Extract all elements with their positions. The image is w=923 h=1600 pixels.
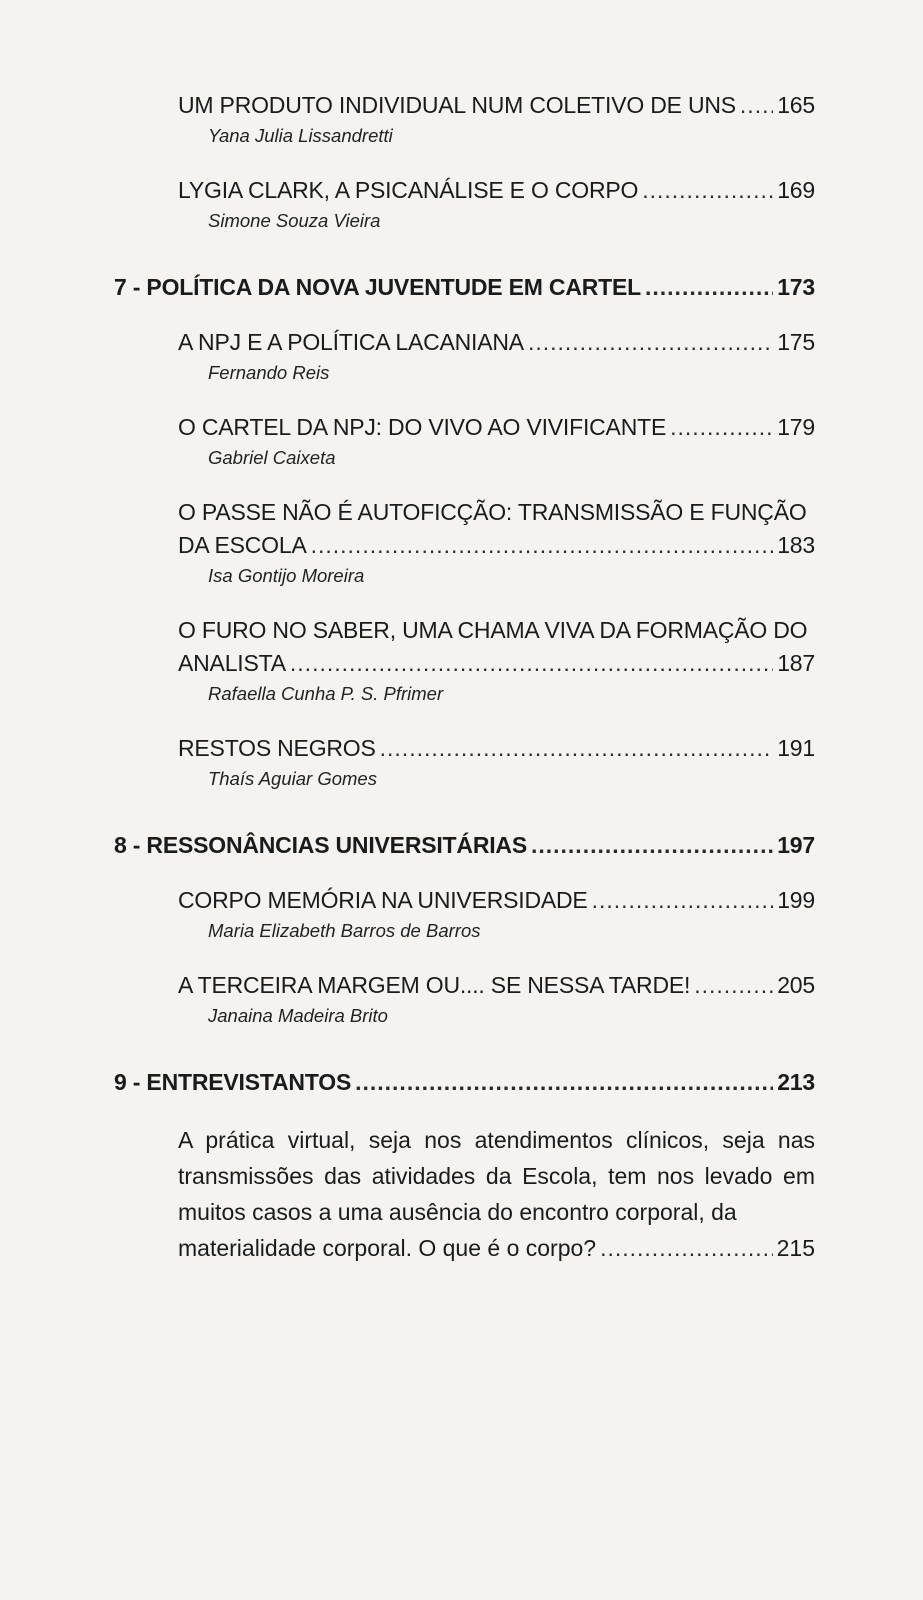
toc-entry-title: LYGIA CLARK, A PSICANÁLISE E O CORPO <box>178 177 639 203</box>
toc-entry-author: Simone Souza Vieira <box>208 210 381 231</box>
toc-entry-row <box>178 177 815 204</box>
toc-entry[interactable] <box>178 414 815 469</box>
toc-entry-author: Yana Julia Lissandretti <box>208 125 393 146</box>
toc-entry-row <box>178 532 815 559</box>
toc-page-number: 205 <box>777 972 815 998</box>
toc-page-number: 197 <box>777 832 815 858</box>
toc-entry-row <box>178 414 815 441</box>
dot-leader <box>531 832 773 859</box>
toc-page-number: 213 <box>777 1069 815 1095</box>
toc-entry-row <box>178 735 815 762</box>
toc-entry-row <box>178 92 815 119</box>
dot-leader <box>311 532 774 559</box>
toc-entry[interactable] <box>178 92 815 147</box>
toc-page-number: 183 <box>777 532 815 558</box>
toc-page-number: 191 <box>777 735 815 761</box>
toc-entry-author: Fernando Reis <box>208 362 330 383</box>
dot-leader <box>592 887 774 914</box>
dot-leader <box>694 972 773 999</box>
dot-leader <box>380 735 774 762</box>
toc-page-number: 179 <box>777 414 815 440</box>
toc-section-row <box>114 1069 815 1096</box>
dot-leader <box>290 650 773 677</box>
dot-leader <box>600 1230 773 1266</box>
dot-leader <box>670 414 773 441</box>
toc-entry-title: RESTOS NEGROS <box>178 735 376 761</box>
toc-entry-title: UM PRODUTO INDIVIDUAL NUM COLETIVO DE UNS <box>178 92 736 118</box>
toc-section-title: 7 - POLÍTICA DA NOVA JUVENTUDE EM CARTEL <box>114 274 641 300</box>
toc-entry-author: Isa Gontijo Moreira <box>208 565 365 586</box>
toc-paragraph-entry[interactable] <box>178 1122 815 1266</box>
toc-entry-title: O CARTEL DA NPJ: DO VIVO AO VIVIFICANTE <box>178 414 667 440</box>
toc-entry-title-line1: O PASSE NÃO É AUTOFICÇÃO: TRANSMISSÃO E FUNÇÃO <box>178 499 807 525</box>
toc-section[interactable] <box>114 832 815 859</box>
toc-page-number: 165 <box>777 92 815 118</box>
toc-entry-author: Janaina Madeira Brito <box>208 1005 388 1026</box>
toc-page-number: 169 <box>777 177 815 203</box>
toc-section-title: 8 - RESSONÂNCIAS UNIVERSITÁRIAS <box>114 832 527 858</box>
toc-entry[interactable] <box>178 177 815 232</box>
dot-leader <box>740 92 773 119</box>
toc-page-number: 173 <box>777 274 815 300</box>
toc-entry-author: Rafaella Cunha P. S. Pfrimer <box>208 683 444 704</box>
toc-page-number: 187 <box>777 650 815 676</box>
dot-leader <box>355 1069 773 1096</box>
toc-section-title: 9 - ENTREVISTANTOS <box>114 1069 352 1095</box>
toc-entry-author: Thaís Aguiar Gomes <box>208 768 377 789</box>
toc-page-number: 175 <box>777 329 815 355</box>
toc-entry[interactable] <box>178 972 815 1027</box>
toc-entry-title-line2: DA ESCOLA <box>178 532 307 558</box>
dot-leader <box>645 274 773 301</box>
toc-entry[interactable] <box>178 887 815 942</box>
toc-entry-title-line1: O FURO NO SABER, UMA CHAMA VIVA DA FORMAÇÃO DO <box>178 617 808 643</box>
toc-entry-row <box>178 329 815 356</box>
toc-entry-author: Maria Elizabeth Barros de Barros <box>208 920 481 941</box>
toc-section[interactable] <box>114 1069 815 1096</box>
toc-entry[interactable] <box>178 617 815 705</box>
toc-section-row <box>114 274 815 301</box>
toc-page-number: 199 <box>777 887 815 913</box>
toc-paragraph-last-text: materialidade corporal. O que é o corpo? <box>178 1235 597 1261</box>
toc-entry[interactable] <box>178 499 815 587</box>
toc-entry-title: A TERCEIRA MARGEM OU.... SE NESSA TARDE! <box>178 972 691 998</box>
toc-entry-row <box>178 650 815 677</box>
dot-leader <box>528 329 773 356</box>
toc-paragraph-last-line <box>178 1230 815 1266</box>
toc-entry-author: Gabriel Caixeta <box>208 447 336 468</box>
toc-section[interactable] <box>114 274 815 301</box>
dot-leader <box>642 177 773 204</box>
toc-entry-row <box>178 887 815 914</box>
toc-entry-title: A NPJ E A POLÍTICA LACANIANA <box>178 329 524 355</box>
toc-entry-title-line2: ANALISTA <box>178 650 286 676</box>
toc-page-number: 215 <box>776 1235 815 1261</box>
toc-paragraph-text: A prática virtual, seja nos atendimentos clínicos, seja nas transmissões das atividades da Escola, tem nos levado em muitos casos a uma ausência do encontro corporal, da <box>178 1127 815 1225</box>
toc-entry-row <box>178 972 815 999</box>
toc-entry[interactable] <box>178 329 815 384</box>
toc-entry[interactable] <box>178 735 815 790</box>
toc-entry-title: CORPO MEMÓRIA NA UNIVERSIDADE <box>178 887 588 913</box>
toc-section-row <box>114 832 815 859</box>
